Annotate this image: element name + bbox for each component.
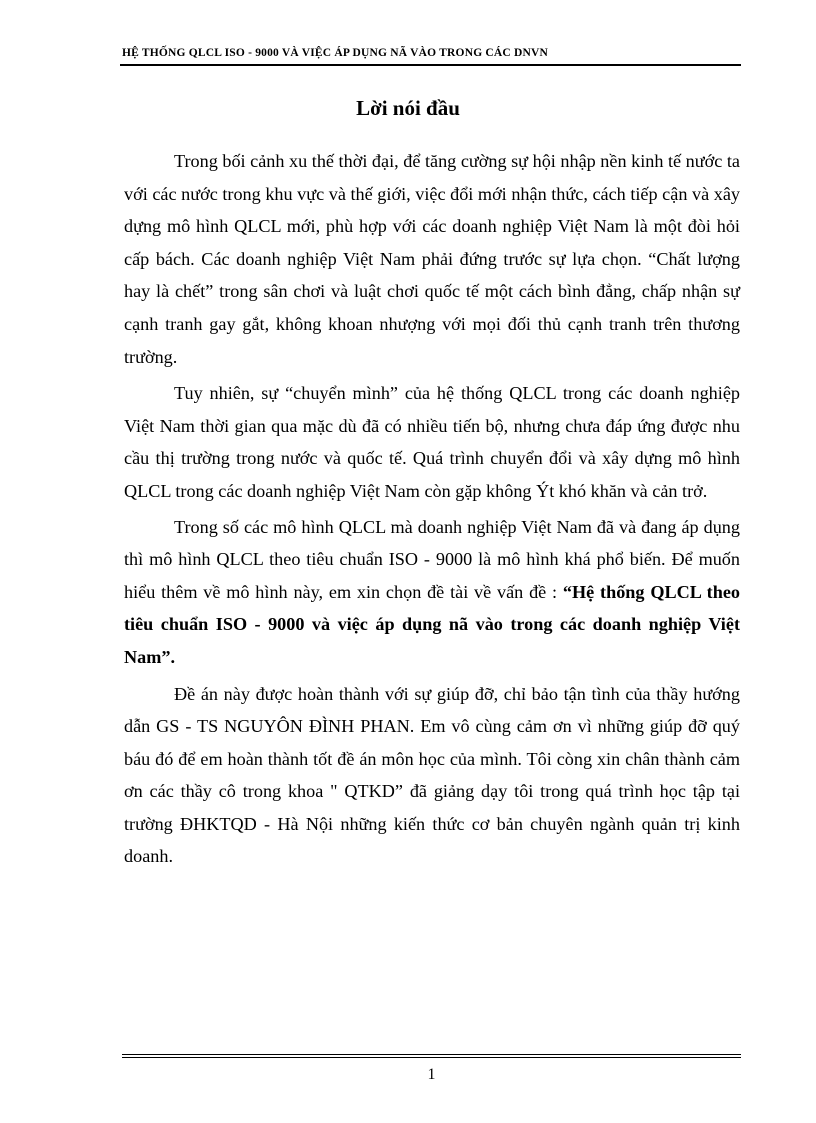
paragraph-topic-lead: Trong số các mô hình QLCL mà doanh nghiệp Việt Nam đã và đang áp dụng thì mô hình QLCL theo tiêu chuẩn ISO - 9000 là mô hình khá phổ biến. Để muốn hiểu thêm về mô hình này, em xin chọn đề tài về vấn đề : — [124, 516, 740, 602]
paragraph-acknowledgement: Đề án này được hoàn thành với sự giúp đỡ, chỉ bảo tận tình của thầy hướng dẫn GS - TS NGUYÔN ĐÌNH PHAN. Em vô cùng cảm ơn vì những giúp đỡ quý báu đó để em hoàn thành tốt đề án môn học của mình. Tôi còng xin chân thành cảm ơn các thầy cô trong khoa " QTKD” đã giảng dạy tôi trong quá trình học tập tại trường ĐHKTQD - Hà Nội những kiến thức cơ bản chuyên ngành quản trị kinh doanh. — [124, 683, 740, 867]
running-header — [122, 47, 742, 62]
paragraph-topic — [124, 511, 740, 674]
paragraph-transition: Tuy nhiên, sự “chuyển mình” của hệ thống QLCL trong các doanh nghiệp Việt Nam thời gian qua mặc dù đã có nhiều tiến bộ, nhưng chưa đáp ứng được nhu cầu thị trường trong nước và quốc tế. Quá trình chuyển đổi và xây dựng mô hình QLCL trong các doanh nghiệp Việt Nam còn gặp không Ýt khó khăn và cản trở. — [124, 383, 740, 501]
footer-divider-top — [122, 1054, 741, 1055]
header-divider — [120, 64, 741, 66]
paragraph-context: Trong bối cảnh xu thế thời đại, để tăng cường sự hội nhập nền kinh tế nước ta với các nước trong khu vực và thế giới, việc đổi mới nhận thức, cách tiếp cận và xây dựng mô hình QLCL mới, phù hợp với các doanh nghiệp Việt Nam là một đòi hỏi cấp bách. Các doanh nghiệp Việt Nam phải đứng trước sự lựa chọn. “Chất lượng hay là chết” trong sân chơi và luật chơi quốc tế một cách bình đẳng, chấp nhận sự cạnh tranh gay gắt, không khoan nhượng với mọi đối thủ cạnh tranh trên thương trường. — [124, 151, 740, 367]
page-title: Lời nói đầu — [356, 96, 460, 120]
topic-title: “Hệ thống QLCL theo tiêu chuẩn ISO - 9000 và việc áp dụng nã vào trong các doanh nghiệp Việt Nam”. — [124, 581, 740, 667]
running-header-text: HỆ THỐNG QLCL ISO - 9000 VÀ VIỆC ÁP DỤNG NÃ VÀO TRONG CÁC DNVN — [122, 47, 549, 59]
page-number: 1 — [427, 1066, 436, 1083]
document-body — [124, 145, 740, 877]
footer-divider-bottom — [122, 1057, 741, 1058]
